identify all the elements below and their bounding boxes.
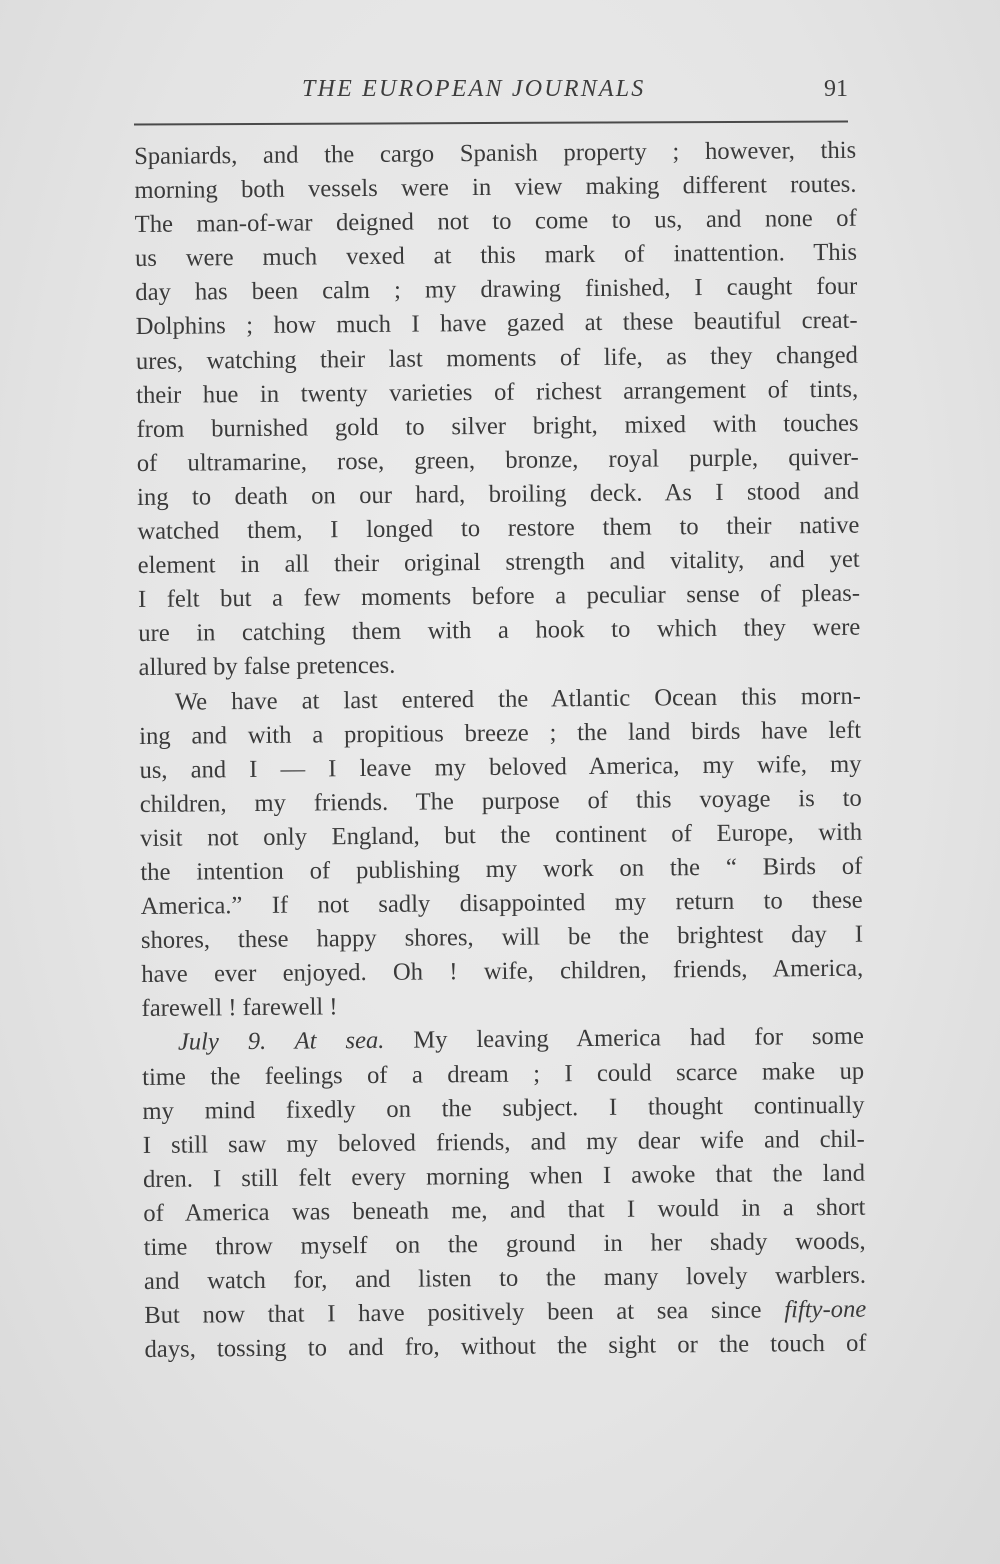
text-line: visit not only England, but the continent of Europe, with (139, 818, 863, 852)
body-text (134, 134, 867, 1368)
text-line: We have at last entered the Atlantic Ocean this morn- (174, 682, 861, 716)
paragraph-1 (134, 134, 861, 686)
text-line: their hue in twenty varieties of richest arrangement of tints, (136, 375, 859, 409)
running-title: THE EUROPEAN JOURNALS (302, 76, 646, 102)
date-label: July 9. At sea. (177, 1027, 385, 1057)
text-line: ing and with a propitious breeze ; the land birds have left (139, 716, 862, 750)
text-line: Spaniards, and the cargo Spanish property ; however, this (134, 136, 857, 170)
paragraph-3 (142, 1020, 867, 1367)
text-line: element in all their original strength and vitality, and yet (137, 545, 860, 580)
text-line: watched them, I longed to restore them to their native (137, 511, 860, 546)
text-line: the intention of publishing my work on the “ Birds of (140, 852, 863, 886)
text-line: Dolphins ; how much I have gazed at these beautiful creat- (135, 307, 858, 341)
text-line: time throw myself on the ground in her shady woods, (143, 1227, 866, 1261)
text-line: The man-of-war deigned not to come to us, and none of (134, 204, 857, 239)
text-line: my mind fixedly on the subject. I thought continually (142, 1091, 865, 1125)
text-line: America.” If not sadly disappointed my return to these (140, 886, 863, 921)
header-rule (134, 120, 848, 125)
text-line: day has been calm ; my drawing finished, I caught four (135, 273, 858, 307)
text-line: ing to death on our hard, broiling deck. As I stood and (137, 477, 860, 511)
text-line: us, and I — I leave my beloved America, my wife, my (139, 750, 862, 784)
text-line (142, 1020, 864, 1060)
text-line: dren. I still felt every morning when I awoke that the land (142, 1159, 866, 1193)
page-number: 91 (824, 76, 848, 102)
text-line: ure in catching them with a hook to which they were (138, 613, 861, 648)
page-header (134, 74, 850, 114)
text-line: I still saw my beloved friends, and my dear wife and chil- (142, 1125, 865, 1159)
text-line: us were much vexed at this mark of inattention. This (134, 238, 858, 273)
text-line: ures, watching their last moments of life, as they changed (135, 341, 859, 375)
text-line: have ever enjoyed. Oh ! wife, children, friends, America, (141, 954, 864, 989)
text-line: from burnished gold to silver bright, mixed with touches (136, 409, 859, 443)
text-line: farewell ! farewell ! (141, 993, 338, 1023)
emphasis-text: fifty-one (784, 1295, 867, 1324)
text-line: I felt but a few moments before a peculiar sense of pleas- (137, 579, 861, 614)
text-line: time the feelings of a dream ; I could scarce make up (142, 1057, 865, 1091)
text-line: shores, these happy shores, will be the brightest day I (140, 920, 864, 955)
text-line: of ultramarine, rose, green, bronze, royal purple, quiver- (136, 443, 859, 477)
line-text: My leaving America had for some (384, 1023, 864, 1055)
text-line: and watch for, and listen to the many lovely warblers. (143, 1261, 867, 1296)
text-line: children, my friends. The purpose of this voyage is to (139, 784, 862, 818)
text-line: of America was beneath me, and that I would in a short (143, 1193, 866, 1227)
paragraph-2 (139, 679, 864, 1026)
text-line: allured by false pretences. (138, 652, 396, 682)
text-line: days, tossing to and fro, without the sight or the touch of (144, 1329, 867, 1364)
text-line: morning both vessels were in view making different routes. (134, 170, 857, 205)
line-text: But now that I have positively been at sea since (144, 1296, 785, 1330)
